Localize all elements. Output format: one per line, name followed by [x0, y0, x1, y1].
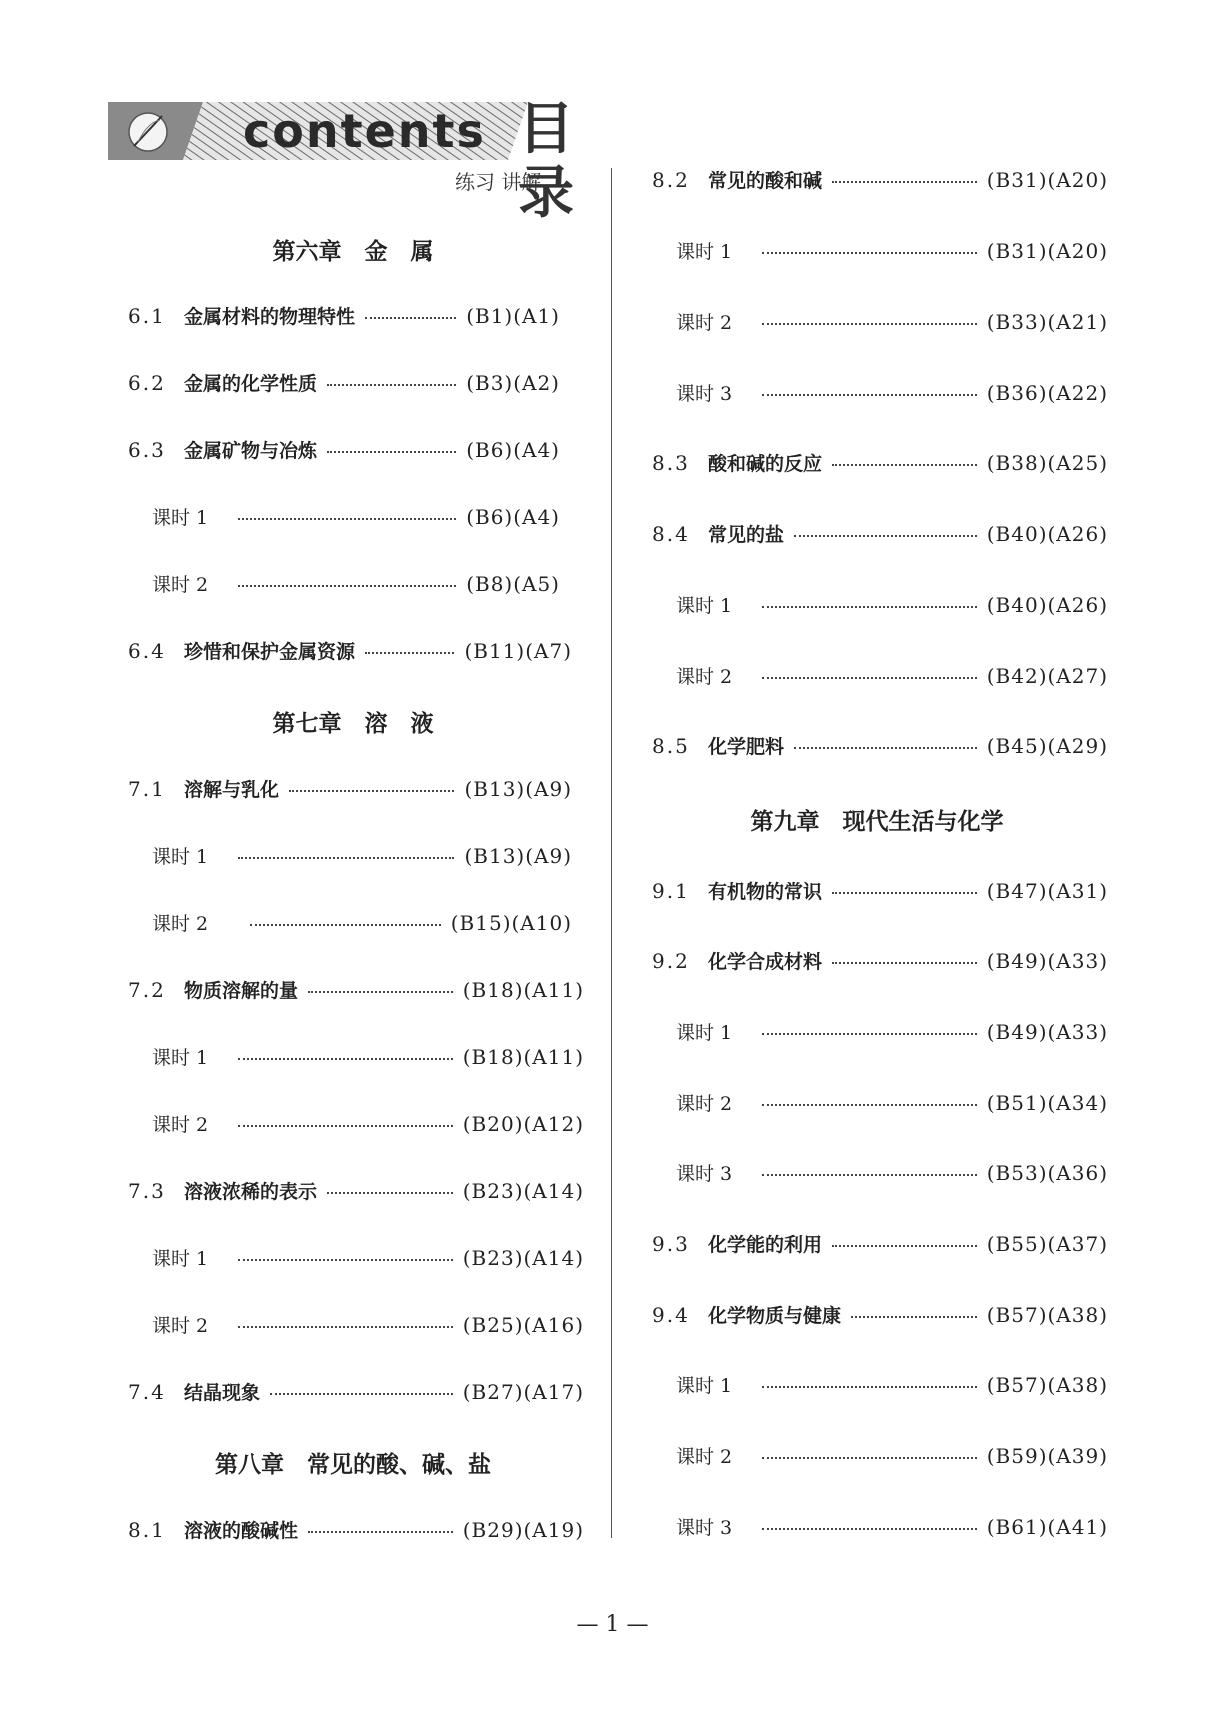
chapter-8-heading: 第八章 常见的酸、碱、盐 — [215, 1452, 491, 1478]
toc-entry-9-2-lesson-3[interactable]: 课时 3 (B53)(A36) — [676, 1160, 1108, 1185]
toc-entry-8-4[interactable]: 8.4 常见的盐 (B40)(A26) — [652, 521, 1108, 546]
chapter-6-heading: 第六章 金 属 — [272, 239, 434, 265]
toc-entry-7-2-lesson-1[interactable]: 课时 1 (B18)(A11) — [152, 1044, 584, 1069]
toc-entry-9-3[interactable]: 9.3 化学能的利用 (B55)(A37) — [652, 1231, 1108, 1256]
toc-entry-6-3[interactable]: 6.3 金属矿物与冶炼 (B6)(A4) — [128, 437, 560, 462]
chapter-9-heading: 第九章 现代生活与化学 — [750, 809, 1004, 835]
toc-entry-8-1[interactable]: 8.1 溶液的酸碱性 (B29)(A19) — [128, 1517, 584, 1542]
toc-entry-9-2-lesson-2[interactable]: 课时 2 (B51)(A34) — [676, 1090, 1108, 1115]
toc-entry-7-3-lesson-2[interactable]: 课时 2 (B25)(A16) — [152, 1312, 584, 1337]
toc-entry-8-3[interactable]: 8.3 酸和碱的反应 (B38)(A25) — [652, 450, 1108, 475]
toc-entry-8-2-lesson-3[interactable]: 课时 3 (B36)(A22) — [676, 380, 1108, 405]
title-cn: 目录 — [518, 97, 578, 226]
toc-entry-8-2[interactable]: 8.2 常见的酸和碱 (B31)(A20) — [652, 167, 1108, 192]
toc-entry-7-1-lesson-1[interactable]: 课时 1 (B13)(A9) — [152, 843, 572, 868]
toc-entry-8-5[interactable]: 8.5 化学肥料 (B45)(A29) — [652, 733, 1108, 758]
toc-entry-7-1-lesson-2[interactable]: 课时 2 (B15)(A10) — [152, 910, 572, 935]
toc-entry-8-4-lesson-2[interactable]: 课时 2 (B42)(A27) — [676, 663, 1108, 688]
toc-entry-7-1[interactable]: 7.1 溶解与乳化 (B13)(A9) — [128, 776, 572, 801]
toc-entry-8-2-lesson-2[interactable]: 课时 2 (B33)(A21) — [676, 309, 1108, 334]
column-divider — [611, 168, 612, 1538]
toc-entry-9-1[interactable]: 9.1 有机物的常识 (B47)(A31) — [652, 878, 1108, 903]
toc-entry-6-4[interactable]: 6.4 珍惜和保护金属资源 (B11)(A7) — [128, 638, 572, 663]
toc-entry-6-3-lesson-1[interactable]: 课时 1 (B6)(A4) — [152, 504, 560, 529]
toc-entry-7-4[interactable]: 7.4 结晶现象 (B27)(A17) — [128, 1379, 584, 1404]
globe-icon — [129, 113, 167, 151]
toc-entry-8-2-lesson-1[interactable]: 课时 1 (B31)(A20) — [676, 238, 1108, 263]
toc-entry-7-3[interactable]: 7.3 溶液浓稀的表示 (B23)(A14) — [128, 1178, 584, 1203]
chapter-7-heading: 第七章 溶 液 — [272, 711, 434, 737]
toc-entry-9-2-lesson-1[interactable]: 课时 1 (B49)(A33) — [676, 1019, 1108, 1044]
toc-entry-9-4-lesson-2[interactable]: 课时 2 (B59)(A39) — [676, 1443, 1108, 1468]
page-number: — 1 — — [576, 1612, 649, 1637]
toc-entry-9-2[interactable]: 9.2 化学合成材料 (B49)(A33) — [652, 948, 1108, 973]
toc-entry-6-2[interactable]: 6.2 金属的化学性质 (B3)(A2) — [128, 370, 560, 395]
toc-entry-7-2[interactable]: 7.2 物质溶解的量 (B18)(A11) — [128, 977, 584, 1002]
toc-entry-6-1[interactable]: 6.1 金属材料的物理特性 (B1)(A1) — [128, 303, 560, 328]
toc-entry-9-4-lesson-1[interactable]: 课时 1 (B57)(A38) — [676, 1372, 1108, 1397]
toc-entry-6-3-lesson-2[interactable]: 课时 2 (B8)(A5) — [152, 571, 560, 596]
toc-entry-7-2-lesson-2[interactable]: 课时 2 (B20)(A12) — [152, 1111, 584, 1136]
toc-entry-8-4-lesson-1[interactable]: 课时 1 (B40)(A26) — [676, 592, 1108, 617]
title-en: contents — [243, 104, 486, 158]
toc-entry-9-4[interactable]: 9.4 化学物质与健康 (B57)(A38) — [652, 1302, 1108, 1327]
toc-entry-7-3-lesson-1[interactable]: 课时 1 (B23)(A14) — [152, 1245, 584, 1270]
toc-entry-9-4-lesson-3[interactable]: 课时 3 (B61)(A41) — [676, 1514, 1108, 1539]
column-labels: 练习 讲解 — [455, 170, 542, 194]
